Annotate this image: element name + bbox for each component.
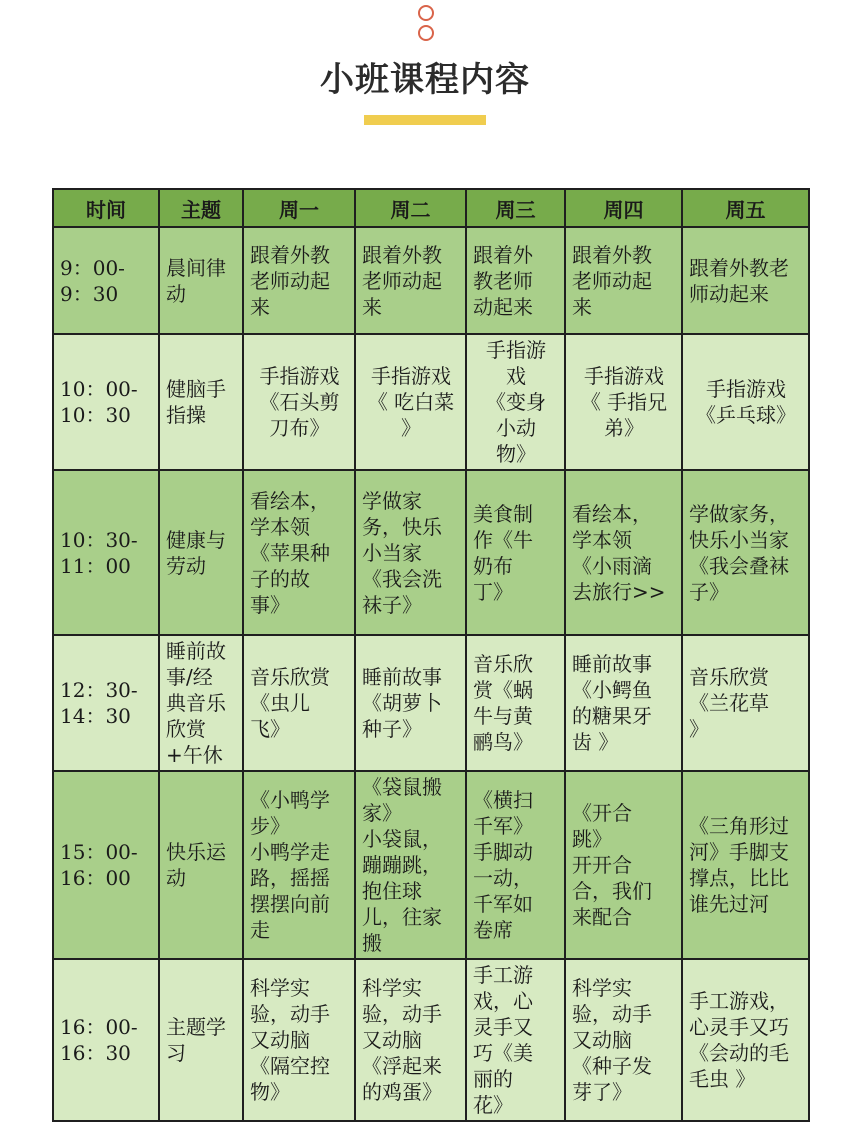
schedule-cell: 跟着外教 老师动起 来	[243, 227, 355, 334]
schedule-cell: 手工游戏， 心灵手又巧 《会动的毛 毛虫 》	[682, 959, 809, 1121]
schedule-cell: 学做家 务，快乐 小当家 《我会洗 袜子》	[355, 470, 466, 635]
header-monday: 周一	[243, 189, 355, 227]
schedule-cell: 手指游戏 《石头剪 刀布》	[243, 334, 355, 470]
schedule-cell: 手指游 戏 《变身 小动 物》	[466, 334, 565, 470]
schedule-cell: 跟着外 教老师 动起来	[466, 227, 565, 334]
schedule-cell: 手指游戏 《乒乓球》	[682, 334, 809, 470]
schedule-table	[52, 188, 810, 1122]
schedule-cell: 音乐欣赏 《虫儿 飞》	[243, 635, 355, 771]
schedule-cell: 《小鸭学 步》 小鸭学走 路，摇摇 摆摆向前 走	[243, 771, 355, 959]
schedule-cell: 手工游 戏，心 灵手又 巧《美 丽的 花》	[466, 959, 565, 1121]
header-tuesday: 周二	[355, 189, 466, 227]
schedule-cell: 《横扫 千军》 手脚动 一动， 千军如 卷席	[466, 771, 565, 959]
table-row	[53, 771, 809, 959]
schedule-cell: 跟着外教 老师动起 来	[565, 227, 682, 334]
schedule-cell: 跟着外教老 师动起来	[682, 227, 809, 334]
theme-cell: 睡前故 事/经 典音乐 欣赏 +午休	[159, 635, 243, 771]
header-friday: 周五	[682, 189, 809, 227]
schedule-cell: 音乐欣赏 《兰花草 》	[682, 635, 809, 771]
time-cell: 10：30- 11：00	[53, 470, 159, 635]
page-title: 小班课程内容	[320, 60, 530, 100]
schedule-cell: 手指游戏 《 吃白菜 》	[355, 334, 466, 470]
header-theme: 主题	[159, 189, 243, 227]
decorative-rings-icon	[417, 5, 435, 45]
table-row	[53, 635, 809, 771]
theme-cell: 主题学 习	[159, 959, 243, 1121]
theme-cell: 快乐运 动	[159, 771, 243, 959]
theme-cell: 健脑手 指操	[159, 334, 243, 470]
header-wednesday: 周三	[466, 189, 565, 227]
schedule-cell: 《开合 跳》 开开合 合，我们 来配合	[565, 771, 682, 959]
ring-icon	[418, 5, 434, 21]
schedule-cell: 手指游戏 《 手指兄 弟》	[565, 334, 682, 470]
schedule-cell: 睡前故事 《小鳄鱼 的糖果牙 齿 》	[565, 635, 682, 771]
schedule-cell: 《三角形过 河》手脚支 撑点，比比 谁先过河	[682, 771, 809, 959]
header-row	[53, 189, 809, 227]
schedule-cell: 学做家务， 快乐小当家 《我会叠袜 子》	[682, 470, 809, 635]
schedule-cell: 音乐欣 赏《蜗 牛与黄 鹂鸟》	[466, 635, 565, 771]
title-underline	[364, 115, 486, 125]
theme-cell: 健康与 劳动	[159, 470, 243, 635]
schedule-cell: 看绘本， 学本领 《苹果种 子的故 事》	[243, 470, 355, 635]
ring-icon	[418, 25, 434, 41]
time-cell: 9：00- 9：30	[53, 227, 159, 334]
table-row	[53, 470, 809, 635]
time-cell: 12：30- 14：30	[53, 635, 159, 771]
time-cell: 15：00- 16：00	[53, 771, 159, 959]
header-thursday: 周四	[565, 189, 682, 227]
time-cell: 16：00- 16：30	[53, 959, 159, 1121]
schedule-cell: 科学实 验，动手 又动脑 《种子发 芽了》	[565, 959, 682, 1121]
schedule-cell: 睡前故事 《胡萝卜 种子》	[355, 635, 466, 771]
schedule-cell: 科学实 验，动手 又动脑 《隔空控 物》	[243, 959, 355, 1121]
table-row	[53, 227, 809, 334]
theme-cell: 晨间律 动	[159, 227, 243, 334]
schedule-cell: 科学实 验，动手 又动脑 《浮起来 的鸡蛋》	[355, 959, 466, 1121]
header-time: 时间	[53, 189, 159, 227]
schedule-cell: 跟着外教 老师动起 来	[355, 227, 466, 334]
time-cell: 10：00- 10：30	[53, 334, 159, 470]
schedule-cell: 美食制 作《牛 奶布 丁》	[466, 470, 565, 635]
schedule-cell: 《袋鼠搬 家》 小袋鼠， 蹦蹦跳， 抱住球 儿，往家 搬	[355, 771, 466, 959]
schedule-cell: 看绘本， 学本领 《小雨滴 去旅行>>	[565, 470, 682, 635]
table-row	[53, 334, 809, 470]
table-row	[53, 959, 809, 1121]
